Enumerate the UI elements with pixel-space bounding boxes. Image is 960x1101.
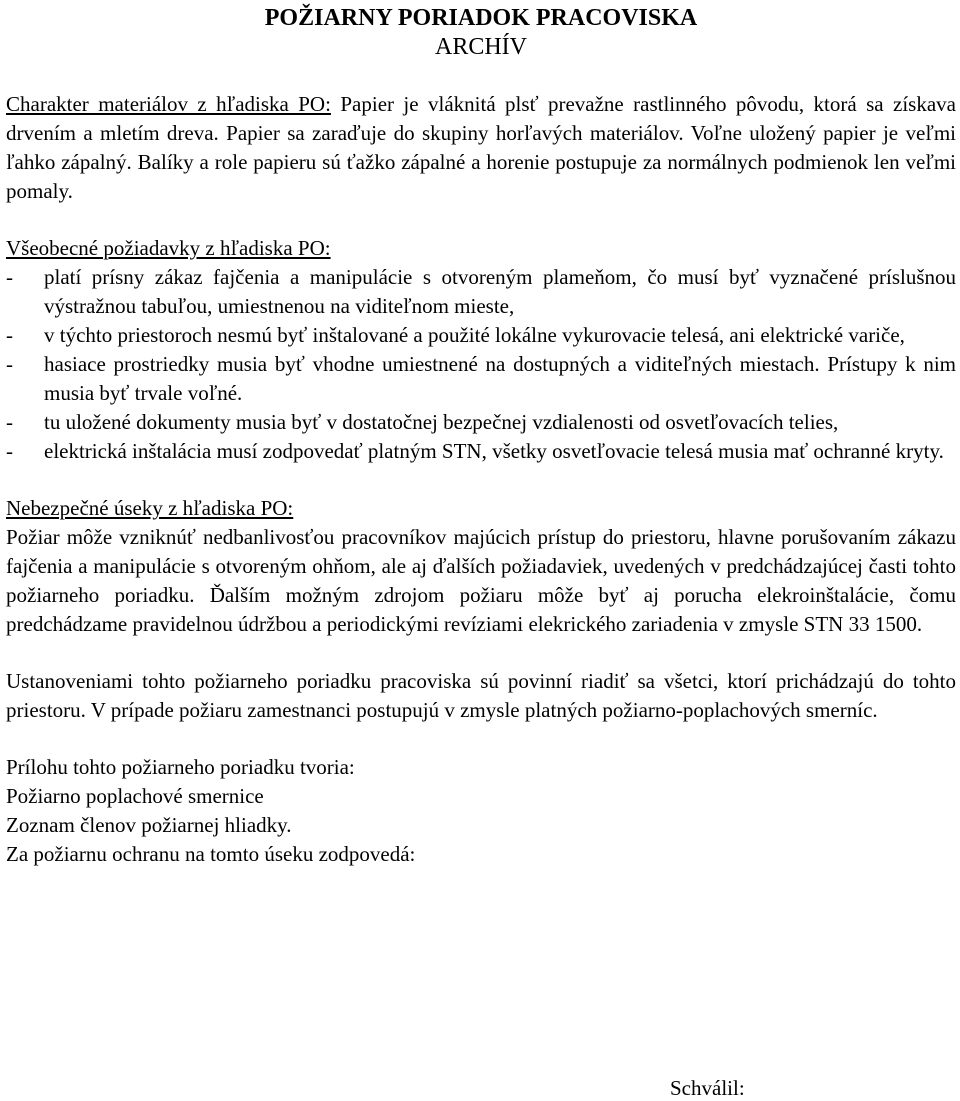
page-subtitle: ARCHÍV (434, 34, 527, 60)
attachments-intro: Prílohu tohto požiarneho poriadku tvoria: (6, 755, 355, 779)
list-item-text: tu uložené dokumenty musia byť v dostatočnej bezpečnej vzdialenosti od osvetľovacích telies, (44, 410, 839, 434)
list-item-text: hasiace prostriedky musia byť vhodne umiestnené na dostupných a viditeľných miestach. Prístupy k nim musia byť trvale voľné. (44, 352, 956, 405)
list-dash: - (6, 410, 13, 434)
list-dash: - (6, 352, 13, 376)
page-title: POŽIARNY PORIADOK PRACOVISKA (264, 5, 698, 31)
list-item-text: platí prísny zákaz fajčenia a manipulácie s otvoreným plameňom, čo musí byť vyznačené príslušnou výstražnou tabuľou, umiestnenou na viditeľnom mieste, (44, 265, 956, 318)
list-item-text: v týchto priestoroch nesmú byť inštalované a použité lokálne vykurovacie telesá, ani elektrické variče, (44, 323, 905, 347)
hazards-text: Požiar môže vzniknúť nedbanlivosťou pracovníkov majúcich prístup do priestoru, hlavne porušovaním zákazu fajčenia a manipulácie s otvoreným ohňom, ale aj ďalších požiadaviek, uvedených v predchádzajúcej časti tohto požiarneho poriadku. Ďalším možným zdrojom požiaru môže byť aj porucha elekroinštalácie, čomu predchádzame pravidelnou údržbou a periodickými revíziami elekrického zariadenia v zmysle STN 33 1500. (6, 525, 956, 636)
list-dash: - (6, 439, 13, 463)
title-block (6, 4, 956, 62)
list-item-text: elektrická inštalácia musí zodpovedať platným STN, všetky osvetľovacie telesá musia mať ochranné kryty. (44, 439, 944, 463)
requirements-list (6, 263, 956, 466)
requirements-heading: Všeobecné požiadavky z hľadiska PO: (6, 236, 331, 260)
attachment-item: Požiarno poplachové smernice (6, 784, 264, 808)
list-item (6, 321, 956, 350)
list-item (6, 350, 956, 408)
list-item (6, 437, 956, 466)
material-paragraph (6, 90, 956, 206)
requirements-section (6, 234, 956, 466)
list-dash: - (6, 323, 13, 347)
hazards-heading: Nebezpečné úseky z hľadiska PO: (6, 496, 294, 520)
hazards-section (6, 494, 956, 639)
list-item (6, 408, 956, 437)
provisions-paragraph: Ustanoveniami tohto požiarneho poriadku pracoviska sú povinní riadiť sa všetci, ktorí prichádzajú do tohto priestoru. V prípade požiaru zamestnanci postupujú v zmysle platných požiarno-poplachových smerníc. (6, 669, 956, 722)
attachments-section (6, 753, 956, 840)
list-dash: - (6, 265, 13, 289)
responsibility-line: Za požiarnu ochranu na tomto úseku zodpovedá: (6, 842, 416, 866)
approval-label: Schválil: (670, 1076, 745, 1100)
list-item (6, 263, 956, 321)
material-heading: Charakter materiálov z hľadiska PO: (6, 92, 331, 116)
material-text: Papier je vláknitá plsť prevažne rastlinného pôvodu, ktorá sa získava drvením a mletím dreva. Papier sa zaraďuje do skupiny horľavých materiálov. Voľne uložený papier je veľmi ľahko zápalný. Balíky a role papieru sú ťažko zápalné a horenie postupuje za normálnych podmienok len veľmi pomaly. (6, 92, 956, 203)
attachment-item: Zoznam členov požiarnej hliadky. (6, 813, 292, 837)
